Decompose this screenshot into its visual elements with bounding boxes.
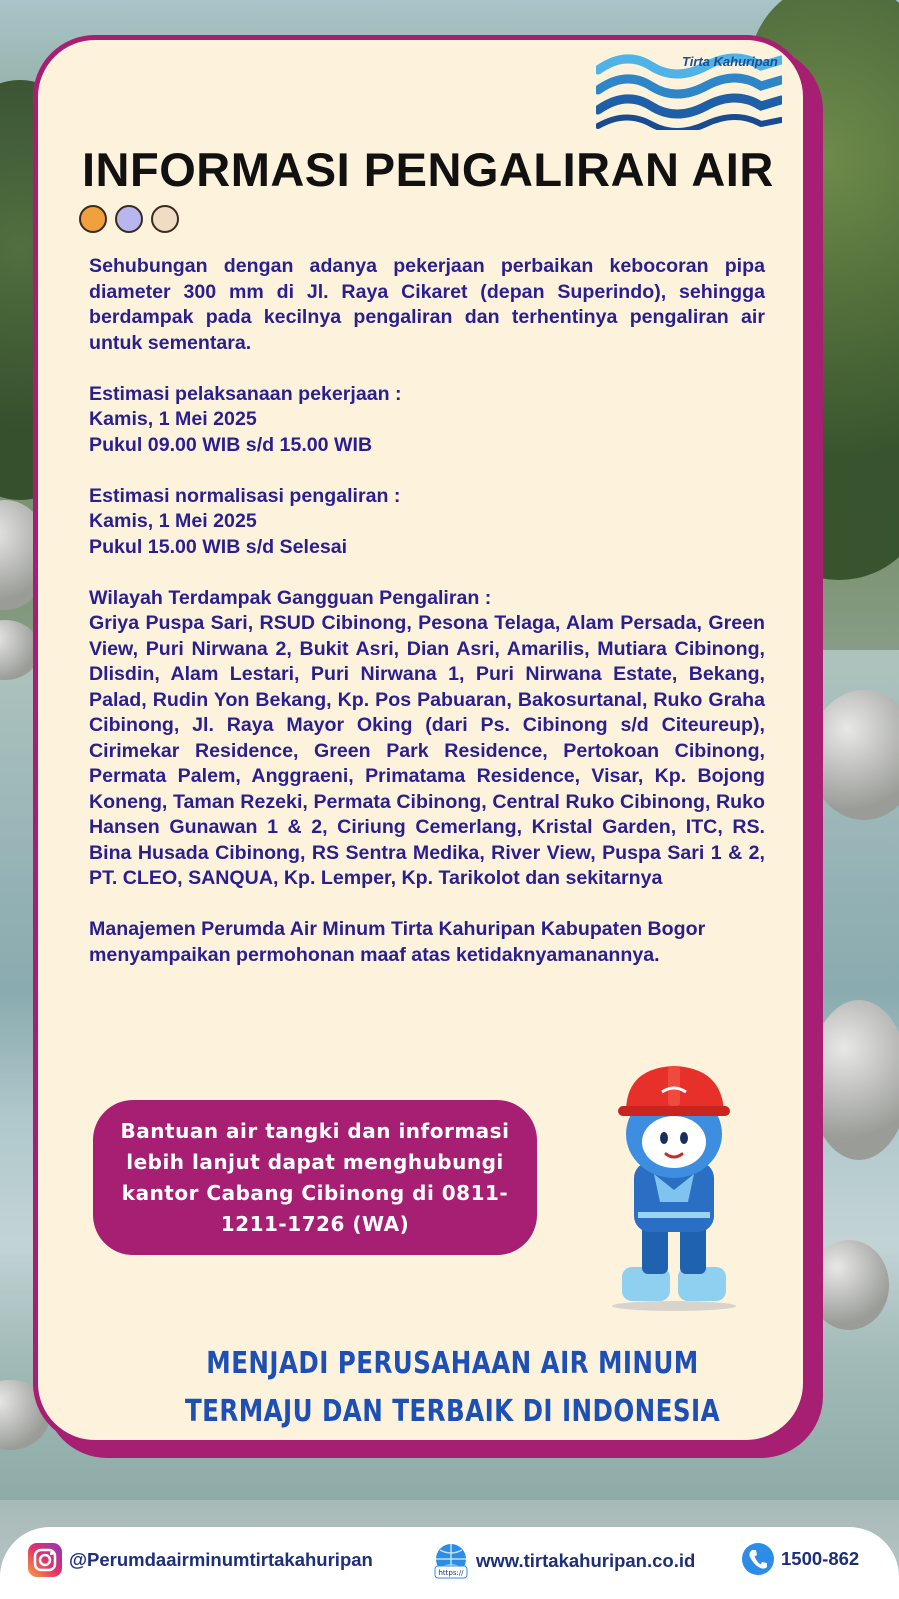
normalization-date: Kamis, 1 Mei 2025 xyxy=(89,510,257,532)
contact-text: Bantuan air tangki dan informasi lebih lanjut dapat menghubungi kantor Cabang Cibinong di 0811-1211-1726 (WA) xyxy=(120,1118,510,1236)
logo-text: Tirta Kahuripan xyxy=(682,54,778,69)
slogan-line-1: MENJADI PERUSAHAAN AIR MINUM xyxy=(206,1346,699,1381)
mascot-worker-icon xyxy=(612,1062,752,1312)
apology-paragraph: Manajemen Perumda Air Minum Tirta Kahuripan Kabupaten Bogor menyampaikan permohonan maaf atas ketidaknyamanannya. xyxy=(89,918,706,966)
contact-box xyxy=(93,1100,537,1255)
lavender-dot xyxy=(115,205,143,233)
slogan-line-2: TERMAJU DAN TERBAIK DI INDONESIA xyxy=(184,1394,721,1429)
affected-areas-label: Wilayah Terdampak Gangguan Pengaliran : xyxy=(89,586,492,609)
orange-dot xyxy=(79,205,107,233)
footer-phone[interactable] xyxy=(741,1542,859,1576)
website-url: www.tirtakahuripan.co.id xyxy=(476,1550,696,1571)
work-estimate-label: Estimasi pelaksanaan pekerjaan : xyxy=(89,382,402,405)
instagram-handle: @Perumdaairminumtirtakahuripan xyxy=(69,1549,373,1570)
page-title: INFORMASI PENGALIRAN AIR xyxy=(82,143,774,196)
work-estimate-date: Kamis, 1 Mei 2025 xyxy=(89,408,257,430)
phone-number: 1500-862 xyxy=(781,1548,860,1569)
phone-icon xyxy=(741,1542,775,1576)
intro-paragraph: Sehubungan dengan adanya pekerjaan perbaikan kebocoran pipa diameter 300 mm di Jl. Raya Cikaret (depan Superindo), sehingga berdampak pada kecilnya pengaliran dan terhentinya pengaliran air untuk sementara. xyxy=(89,255,765,354)
globe-icon xyxy=(432,1542,470,1580)
beige-dot xyxy=(151,205,179,233)
slogan xyxy=(180,1340,725,1436)
decorative-dots xyxy=(79,205,179,233)
normalization-time: Pukul 15.00 WIB s/d Selesai xyxy=(89,535,348,558)
normalization-label: Estimasi normalisasi pengaliran : xyxy=(89,484,401,507)
globe-icon-text: https:// xyxy=(438,1569,464,1577)
instagram-icon xyxy=(27,1542,63,1578)
announcement-body xyxy=(89,254,765,968)
work-estimate-time: Pukul 09.00 WIB s/d 15.00 WIB xyxy=(89,433,373,456)
footer-instagram[interactable] xyxy=(27,1542,373,1578)
footer-website[interactable] xyxy=(432,1542,695,1580)
affected-areas-list: Griya Puspa Sari, RSUD Cibinong, Pesona Telaga, Alam Persada, Green View, Puri Nirwana 2, Bukit Asri, Dian Asri, Amarilis, Mutiara Cibinong, Dlisdin, Alam Lestari, Puri Nirwana 1, Puri Nirwana Estate, Bekang, Palad, Rudin Yon Bekang, Kp. Pos Pabuaran, Bakosurtanal, Ruko Graha Cibinong, Jl. Raya Mayor Oking (dari Ps. Cibinong s/d Citeureup), Cirimekar Residence, Green Park Residence, Pertokoan Cibinong, Permata Palem, Anggraeni, Primatama Residence, Visar, Kp. Bojong Koneng, Taman Rezeki, Permata Cibinong, Central Ruko Cibinong, Ruko Hansen Gunawan 1 & 2, Ciriung Cemerlang, Kristal Garden, ITC, RS. Bina Husada Cibinong, RS Sentra Medika, River View, Puspa Sari 1 & 2, PT. CLEO, SANQUA, Kp. Lemper, Kp. Tarikolot dan sekitarnya xyxy=(89,612,765,889)
